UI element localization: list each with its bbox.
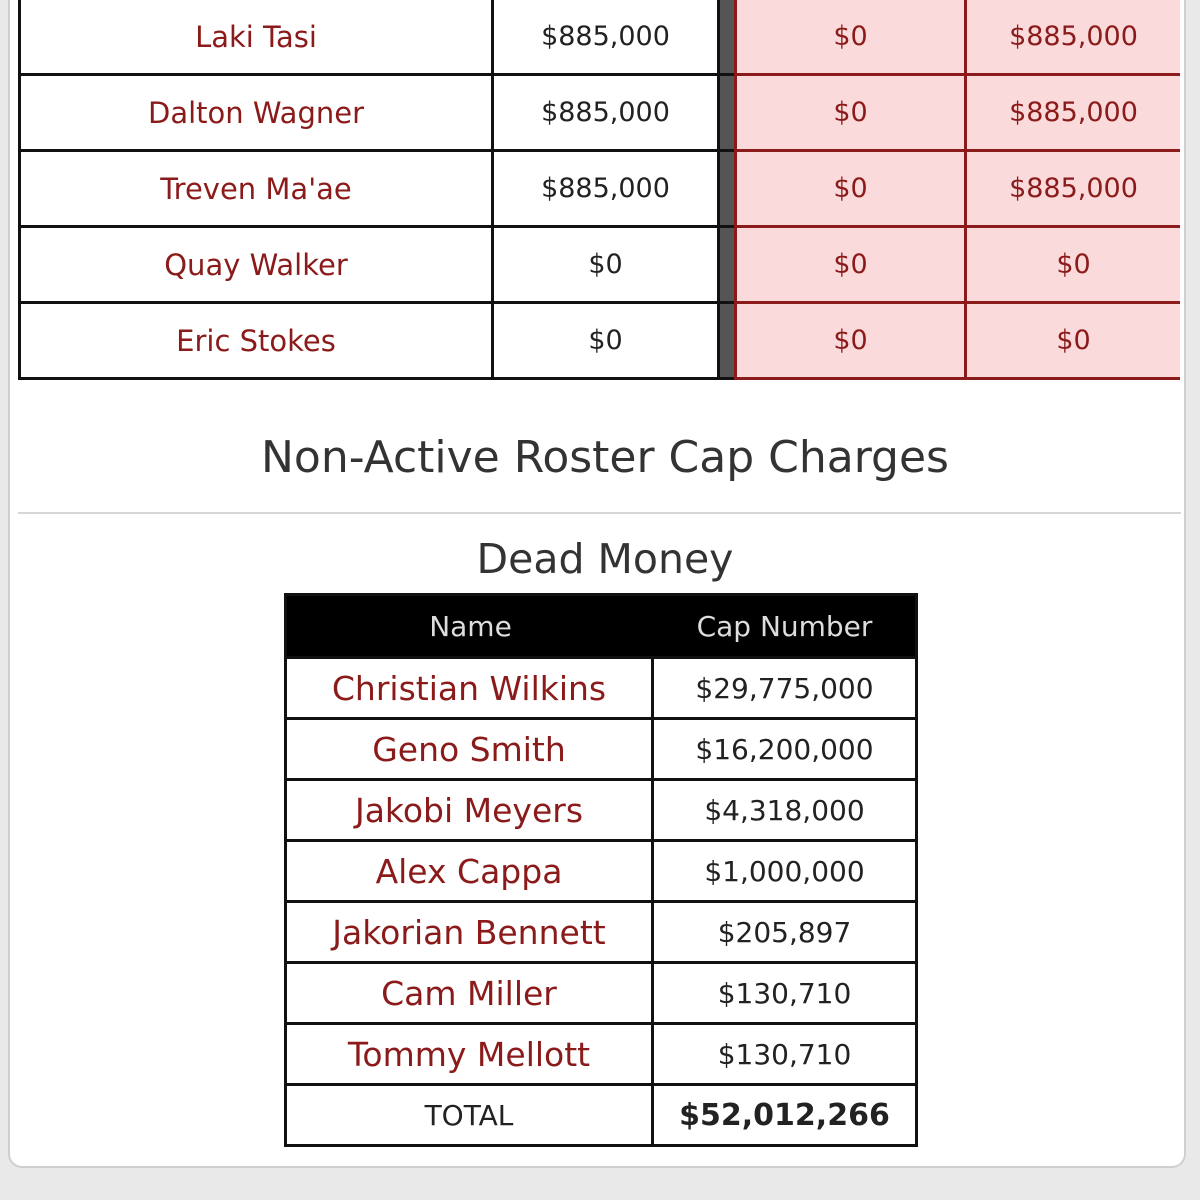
cap-number-cell: $885,000 <box>494 76 720 152</box>
cap-number-cell: $885,000 <box>494 0 720 76</box>
column-separator <box>720 76 734 152</box>
table-row <box>18 0 1180 76</box>
highlight-cell: $0 <box>734 76 964 152</box>
player-link[interactable]: Geno Smith <box>287 717 654 778</box>
dead-money-table <box>284 593 918 1147</box>
player-link[interactable]: Jakorian Bennett <box>287 900 654 961</box>
table-row <box>18 76 1180 152</box>
cap-number-cell: $4,318,000 <box>654 778 915 839</box>
column-header-name[interactable]: Name <box>429 609 512 643</box>
section-divider <box>18 512 1181 514</box>
player-link[interactable]: Eric Stokes <box>18 304 494 380</box>
table-header <box>287 596 915 656</box>
table-row <box>287 778 915 839</box>
table-row <box>287 1022 915 1083</box>
highlight-cell: $0 <box>734 0 964 76</box>
player-link[interactable]: Jakobi Meyers <box>287 778 654 839</box>
cap-number-cell: $29,775,000 <box>654 656 915 717</box>
column-separator <box>720 228 734 304</box>
player-link[interactable]: Quay Walker <box>18 228 494 304</box>
cap-number-cell: $0 <box>494 228 720 304</box>
column-separator <box>720 152 734 228</box>
roster-table <box>18 0 1180 380</box>
player-link[interactable]: Tommy Mellott <box>287 1022 654 1083</box>
highlight-cell: $0 <box>964 228 1180 304</box>
player-link[interactable]: Cam Miller <box>287 961 654 1022</box>
total-row <box>287 1083 915 1144</box>
highlight-cell: $0 <box>734 304 964 380</box>
cap-number-cell: $130,710 <box>654 1022 915 1083</box>
player-link[interactable]: Dalton Wagner <box>18 76 494 152</box>
player-link[interactable]: Alex Cappa <box>287 839 654 900</box>
dead-money-title: Dead Money <box>476 535 734 583</box>
highlight-cell: $885,000 <box>964 152 1180 228</box>
player-link[interactable]: Laki Tasi <box>18 0 494 76</box>
player-link[interactable]: Christian Wilkins <box>287 656 654 717</box>
highlight-cell: $0 <box>734 228 964 304</box>
column-header-cap-number[interactable]: Cap Number <box>696 609 873 643</box>
cap-number-cell: $205,897 <box>654 900 915 961</box>
table-row <box>287 961 915 1022</box>
total-value: $52,012,266 <box>654 1083 915 1144</box>
table-row <box>18 152 1180 228</box>
table-row <box>287 717 915 778</box>
highlight-cell: $0 <box>964 304 1180 380</box>
section-title: Non-Active Roster Cap Charges <box>261 432 949 483</box>
table-row <box>287 839 915 900</box>
column-separator <box>720 0 734 76</box>
table-row <box>287 656 915 717</box>
total-label: TOTAL <box>287 1083 654 1144</box>
table-row <box>287 900 915 961</box>
highlight-cell: $0 <box>734 152 964 228</box>
cap-number-cell: $130,710 <box>654 961 915 1022</box>
table-row <box>18 228 1180 304</box>
cap-number-cell: $0 <box>494 304 720 380</box>
cap-number-cell: $885,000 <box>494 152 720 228</box>
cap-number-cell: $16,200,000 <box>654 717 915 778</box>
cap-number-cell: $1,000,000 <box>654 839 915 900</box>
player-link[interactable]: Treven Ma'ae <box>18 152 494 228</box>
column-separator <box>720 304 734 380</box>
highlight-cell: $885,000 <box>964 0 1180 76</box>
highlight-cell: $885,000 <box>964 76 1180 152</box>
table-row <box>18 304 1180 380</box>
